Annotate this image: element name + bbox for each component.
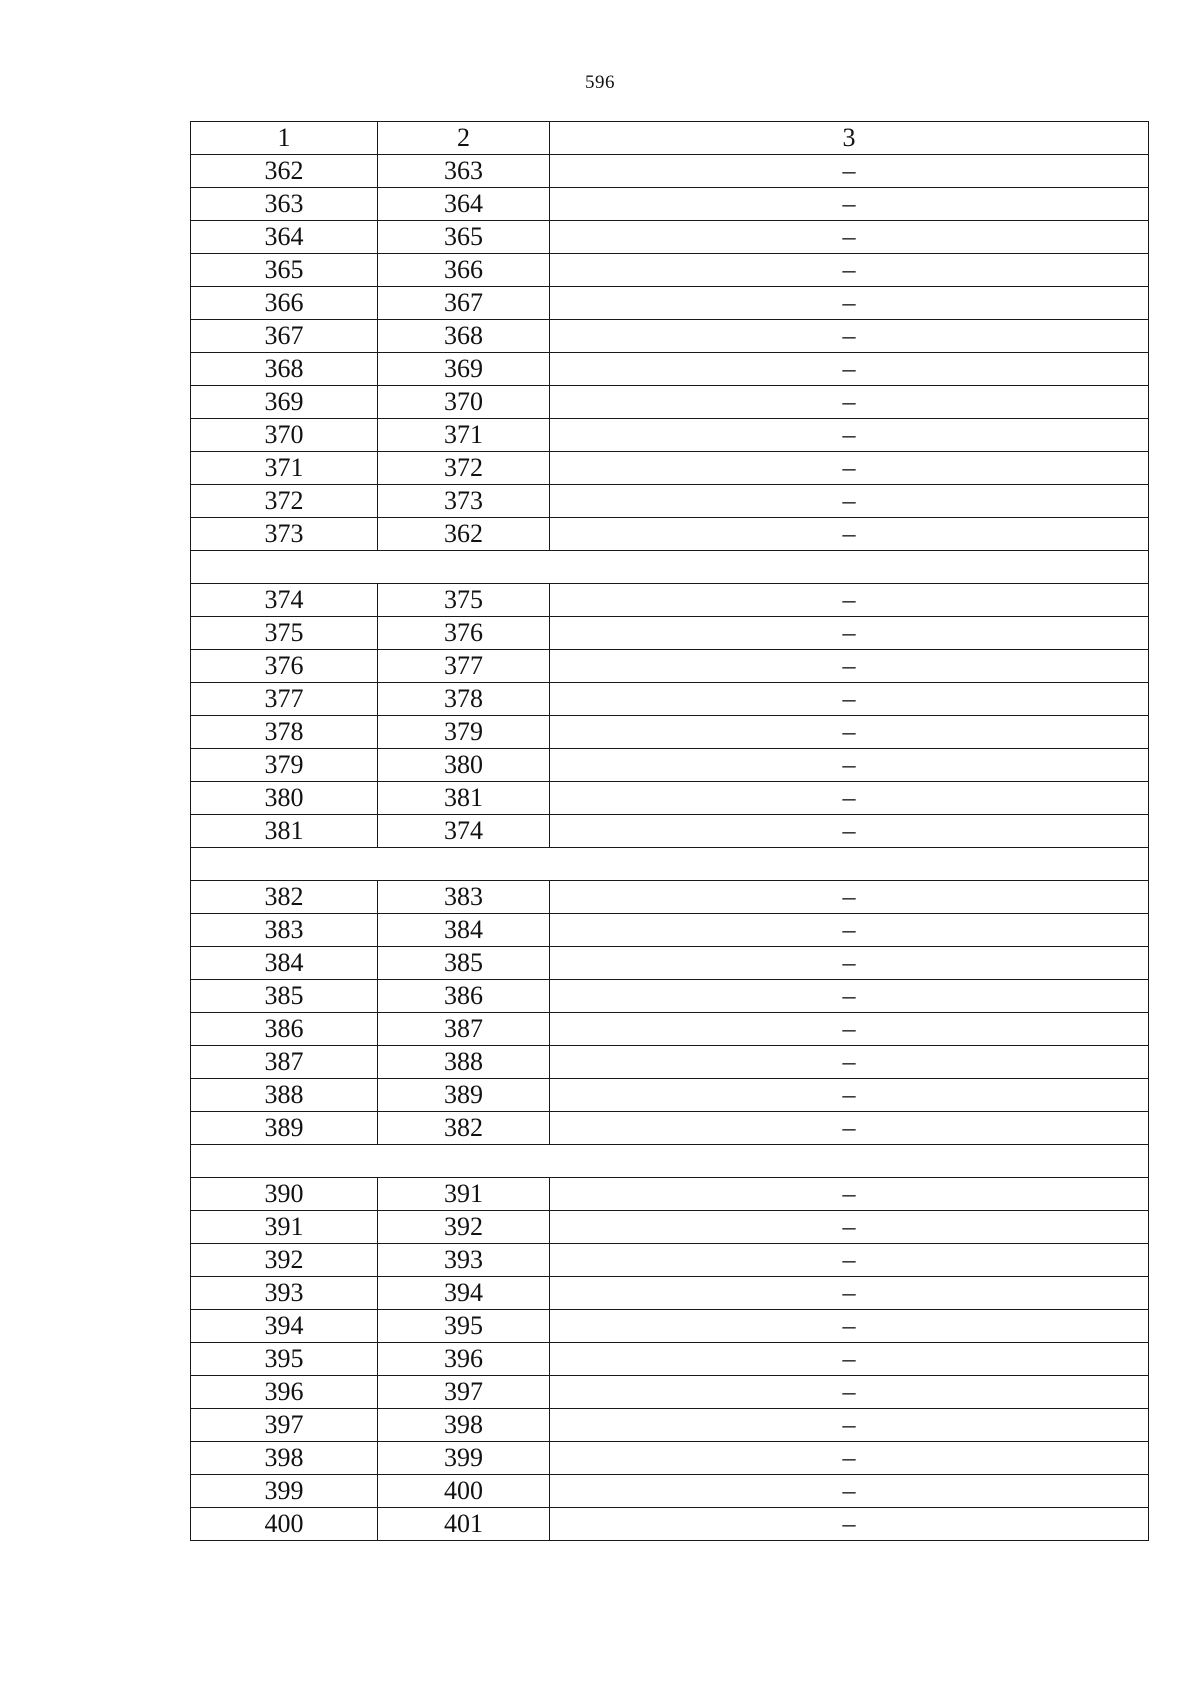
table-cell-col-2: 379 xyxy=(378,716,550,749)
table-cell-col-1: 371 xyxy=(191,452,378,485)
table-row xyxy=(191,287,1149,320)
table-cell-col-2: 384 xyxy=(378,914,550,947)
table-cell-col-3: – xyxy=(550,188,1149,221)
table-cell-col-3: – xyxy=(550,782,1149,815)
table-cell-col-2: 370 xyxy=(378,386,550,419)
table-cell-col-3: – xyxy=(550,815,1149,848)
table-row xyxy=(191,1475,1149,1508)
table-row xyxy=(191,683,1149,716)
table-cell-col-3: – xyxy=(550,1376,1149,1409)
table-cell-col-3: – xyxy=(550,287,1149,320)
table-cell-col-3: – xyxy=(550,1046,1149,1079)
table-cell-col-1: 382 xyxy=(191,881,378,914)
table-cell-col-3: – xyxy=(550,881,1149,914)
table-cell-col-2: 378 xyxy=(378,683,550,716)
table-cell-col-3: – xyxy=(550,1343,1149,1376)
table-cell-col-3: – xyxy=(550,320,1149,353)
table-cell-col-3: – xyxy=(550,1244,1149,1277)
table-row xyxy=(191,320,1149,353)
table-cell-col-3: – xyxy=(550,254,1149,287)
table-cell-col-2: 380 xyxy=(378,749,550,782)
page-number: 596 xyxy=(585,72,615,93)
table-cell-col-3: – xyxy=(550,1013,1149,1046)
table-cell-col-2: 382 xyxy=(378,1112,550,1145)
table-cell-col-3: – xyxy=(550,452,1149,485)
table-cell-col-2: 392 xyxy=(378,1211,550,1244)
table-row xyxy=(191,221,1149,254)
group-separator-cell xyxy=(191,1145,1149,1178)
table-row xyxy=(191,650,1149,683)
table-body xyxy=(191,122,1149,1541)
table-cell-col-2: 386 xyxy=(378,980,550,1013)
table-row xyxy=(191,386,1149,419)
column-header-3: 3 xyxy=(550,122,1149,155)
table-cell-col-1: 398 xyxy=(191,1442,378,1475)
table-cell-col-1: 379 xyxy=(191,749,378,782)
table-cell-col-1: 369 xyxy=(191,386,378,419)
table-row xyxy=(191,188,1149,221)
table-row xyxy=(191,353,1149,386)
table-cell-col-2: 369 xyxy=(378,353,550,386)
table-row xyxy=(191,1442,1149,1475)
table-cell-col-3: – xyxy=(550,584,1149,617)
table-cell-col-1: 388 xyxy=(191,1079,378,1112)
table-cell-col-1: 377 xyxy=(191,683,378,716)
table-cell-col-2: 368 xyxy=(378,320,550,353)
table-cell-col-1: 387 xyxy=(191,1046,378,1079)
table-cell-col-3: – xyxy=(550,221,1149,254)
table-cell-col-1: 391 xyxy=(191,1211,378,1244)
table-cell-col-2: 399 xyxy=(378,1442,550,1475)
table-cell-col-1: 372 xyxy=(191,485,378,518)
table-cell-col-1: 390 xyxy=(191,1178,378,1211)
table-row xyxy=(191,716,1149,749)
table-cell-col-3: – xyxy=(550,617,1149,650)
data-table-container xyxy=(190,121,1148,1541)
table-cell-col-2: 367 xyxy=(378,287,550,320)
table-row xyxy=(191,815,1149,848)
table-cell-col-3: – xyxy=(550,518,1149,551)
table-row xyxy=(191,1343,1149,1376)
table-cell-col-2: 393 xyxy=(378,1244,550,1277)
table-cell-col-1: 363 xyxy=(191,188,378,221)
table-cell-col-1: 384 xyxy=(191,947,378,980)
table-row xyxy=(191,1112,1149,1145)
table-cell-col-3: – xyxy=(550,1079,1149,1112)
table-cell-col-2: 365 xyxy=(378,221,550,254)
table-cell-col-2: 377 xyxy=(378,650,550,683)
table-cell-col-1: 400 xyxy=(191,1508,378,1541)
table-row xyxy=(191,1013,1149,1046)
group-separator-row xyxy=(191,1145,1149,1178)
table-cell-col-1: 389 xyxy=(191,1112,378,1145)
table-cell-col-2: 362 xyxy=(378,518,550,551)
table-row xyxy=(191,914,1149,947)
table-cell-col-2: 389 xyxy=(378,1079,550,1112)
table-cell-col-3: – xyxy=(550,716,1149,749)
table-row xyxy=(191,881,1149,914)
table-row xyxy=(191,254,1149,287)
table-cell-col-3: – xyxy=(550,1310,1149,1343)
group-separator-cell xyxy=(191,551,1149,584)
table-cell-col-1: 386 xyxy=(191,1013,378,1046)
table-cell-col-3: – xyxy=(550,947,1149,980)
table-cell-col-1: 395 xyxy=(191,1343,378,1376)
table-cell-col-3: – xyxy=(550,1475,1149,1508)
table-cell-col-2: 388 xyxy=(378,1046,550,1079)
table-cell-col-1: 385 xyxy=(191,980,378,1013)
group-separator-row xyxy=(191,848,1149,881)
table-cell-col-1: 383 xyxy=(191,914,378,947)
table-cell-col-3: – xyxy=(550,1508,1149,1541)
table-cell-col-1: 375 xyxy=(191,617,378,650)
table-cell-col-2: 375 xyxy=(378,584,550,617)
table-cell-col-1: 381 xyxy=(191,815,378,848)
table-row xyxy=(191,947,1149,980)
table-cell-col-1: 362 xyxy=(191,155,378,188)
table-cell-col-2: 381 xyxy=(378,782,550,815)
table-row xyxy=(191,1310,1149,1343)
table-row xyxy=(191,1244,1149,1277)
column-header-2: 2 xyxy=(378,122,550,155)
table-cell-col-2: 394 xyxy=(378,1277,550,1310)
table-cell-col-1: 393 xyxy=(191,1277,378,1310)
table-cell-col-1: 373 xyxy=(191,518,378,551)
table-cell-col-1: 396 xyxy=(191,1376,378,1409)
table-cell-col-1: 367 xyxy=(191,320,378,353)
table-cell-col-1: 380 xyxy=(191,782,378,815)
table-row xyxy=(191,1211,1149,1244)
table-cell-col-3: – xyxy=(550,155,1149,188)
table-cell-col-2: 372 xyxy=(378,452,550,485)
table-row xyxy=(191,1508,1149,1541)
table-row xyxy=(191,617,1149,650)
table-cell-col-2: 396 xyxy=(378,1343,550,1376)
table-row xyxy=(191,782,1149,815)
column-header-1: 1 xyxy=(191,122,378,155)
table-cell-col-2: 366 xyxy=(378,254,550,287)
table-cell-col-1: 370 xyxy=(191,419,378,452)
table-cell-col-1: 364 xyxy=(191,221,378,254)
table-cell-col-2: 374 xyxy=(378,815,550,848)
table-row xyxy=(191,419,1149,452)
group-separator-cell xyxy=(191,848,1149,881)
table-cell-col-3: – xyxy=(550,1211,1149,1244)
table-cell-col-2: 401 xyxy=(378,1508,550,1541)
data-table xyxy=(190,121,1149,1541)
table-row xyxy=(191,1409,1149,1442)
table-cell-col-3: – xyxy=(550,386,1149,419)
table-cell-col-2: 376 xyxy=(378,617,550,650)
table-cell-col-1: 365 xyxy=(191,254,378,287)
table-cell-col-1: 374 xyxy=(191,584,378,617)
table-cell-col-1: 366 xyxy=(191,287,378,320)
table-cell-col-3: – xyxy=(550,1112,1149,1145)
table-cell-col-2: 385 xyxy=(378,947,550,980)
table-cell-col-3: – xyxy=(550,683,1149,716)
table-cell-col-3: – xyxy=(550,353,1149,386)
table-cell-col-2: 373 xyxy=(378,485,550,518)
table-cell-col-1: 378 xyxy=(191,716,378,749)
table-cell-col-2: 391 xyxy=(378,1178,550,1211)
table-row xyxy=(191,1178,1149,1211)
table-cell-col-3: – xyxy=(550,1442,1149,1475)
table-row xyxy=(191,518,1149,551)
table-row xyxy=(191,980,1149,1013)
table-cell-col-2: 398 xyxy=(378,1409,550,1442)
table-cell-col-2: 363 xyxy=(378,155,550,188)
table-row xyxy=(191,1376,1149,1409)
table-cell-col-2: 364 xyxy=(378,188,550,221)
table-row xyxy=(191,485,1149,518)
table-cell-col-2: 395 xyxy=(378,1310,550,1343)
table-cell-col-1: 399 xyxy=(191,1475,378,1508)
table-cell-col-3: – xyxy=(550,485,1149,518)
table-cell-col-3: – xyxy=(550,749,1149,782)
table-row xyxy=(191,1277,1149,1310)
table-row xyxy=(191,749,1149,782)
table-cell-col-3: – xyxy=(550,650,1149,683)
table-row xyxy=(191,1046,1149,1079)
table-cell-col-3: – xyxy=(550,980,1149,1013)
table-cell-col-3: – xyxy=(550,1277,1149,1310)
table-cell-col-3: – xyxy=(550,1178,1149,1211)
table-cell-col-1: 394 xyxy=(191,1310,378,1343)
table-cell-col-2: 387 xyxy=(378,1013,550,1046)
table-row xyxy=(191,155,1149,188)
table-cell-col-1: 392 xyxy=(191,1244,378,1277)
table-cell-col-2: 383 xyxy=(378,881,550,914)
table-cell-col-1: 397 xyxy=(191,1409,378,1442)
table-cell-col-2: 371 xyxy=(378,419,550,452)
table-cell-col-3: – xyxy=(550,1409,1149,1442)
table-cell-col-3: – xyxy=(550,419,1149,452)
table-cell-col-3: – xyxy=(550,914,1149,947)
table-cell-col-1: 368 xyxy=(191,353,378,386)
table-row xyxy=(191,1079,1149,1112)
table-cell-col-1: 376 xyxy=(191,650,378,683)
table-cell-col-2: 400 xyxy=(378,1475,550,1508)
table-cell-col-2: 397 xyxy=(378,1376,550,1409)
table-header-row xyxy=(191,122,1149,155)
table-row xyxy=(191,452,1149,485)
group-separator-row xyxy=(191,551,1149,584)
table-row xyxy=(191,584,1149,617)
